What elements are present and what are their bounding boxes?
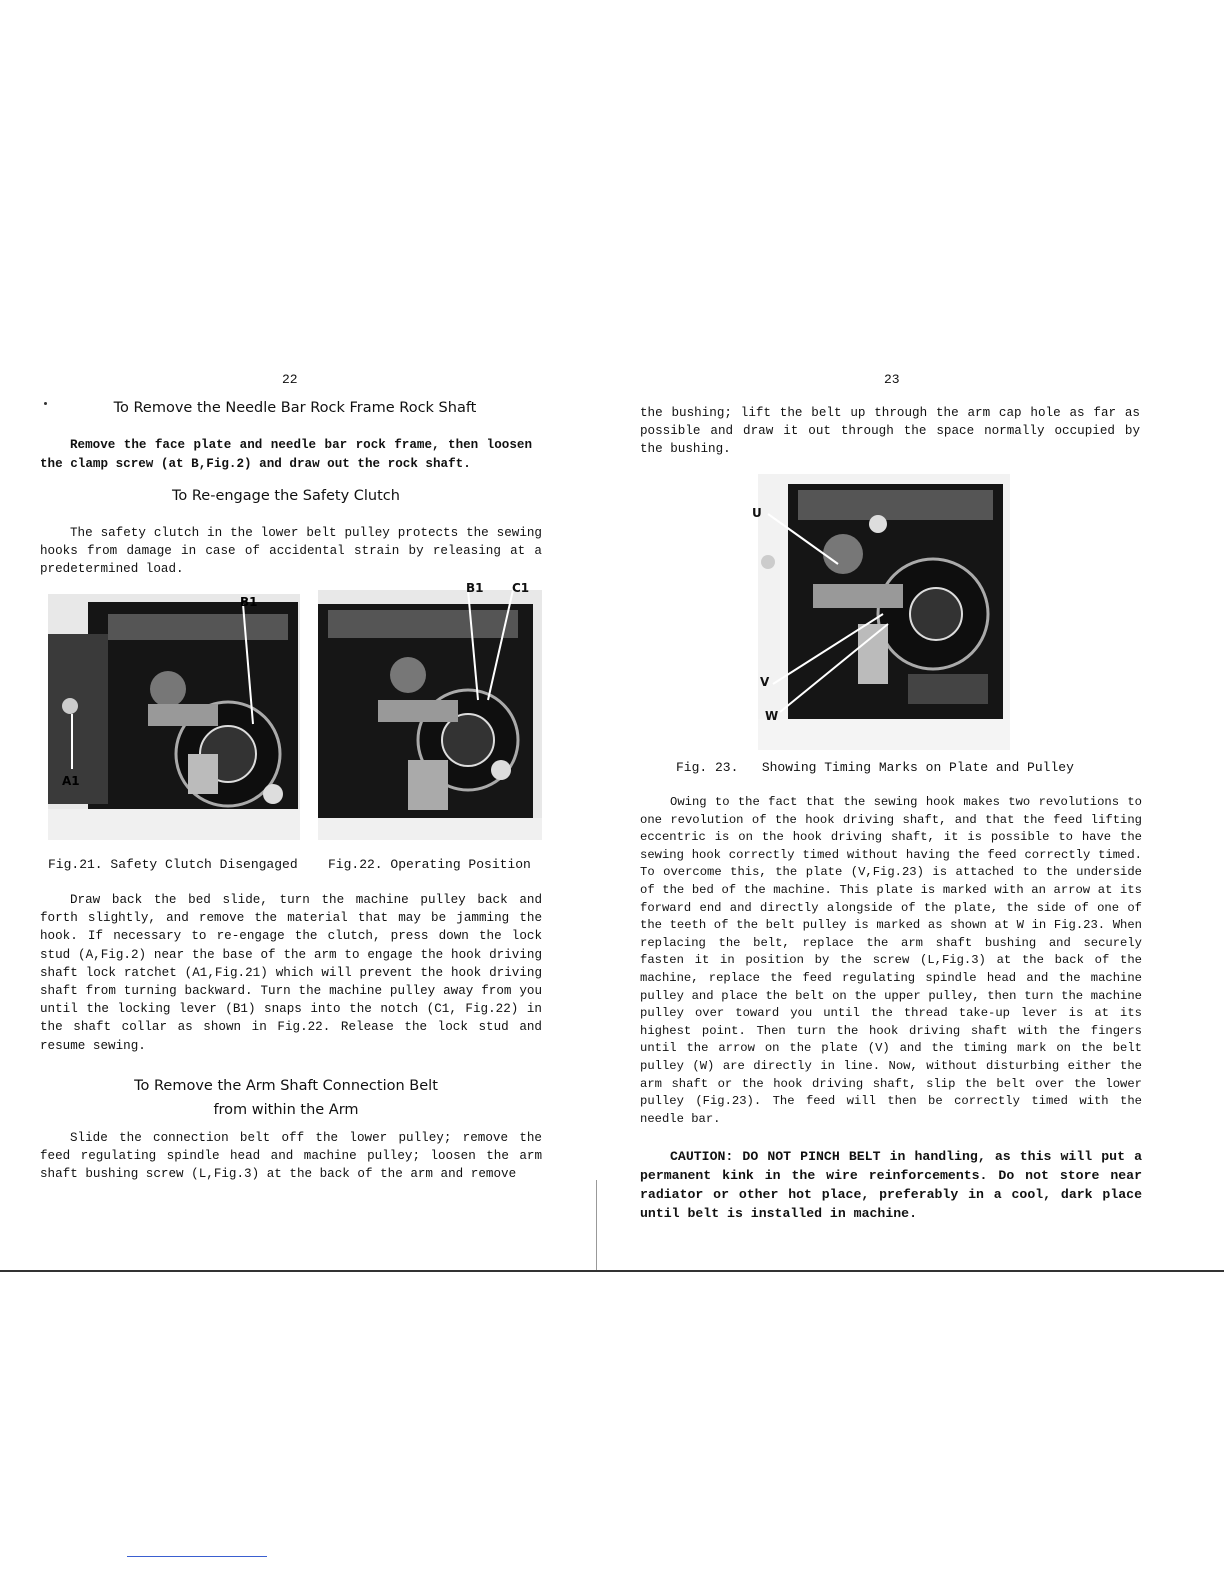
paragraph-bushing: the bushing; lift the belt up through the arm cap hole as far as possible and draw it out through the space normally occupied by the bushing. xyxy=(640,406,1140,457)
fig22-caption: Fig.22. Operating Position xyxy=(328,857,531,872)
footer-underline xyxy=(127,1556,267,1557)
figure-21-photo xyxy=(48,594,300,840)
paragraph-rock-shaft: Remove the face plate and needle bar rock frame, then loosen the clamp screw (at B,Fig.2) and draw out the rock shaft. xyxy=(40,438,532,471)
figure-23-photo xyxy=(758,474,1010,750)
paragraph-safety-clutch: The safety clutch in the lower belt pulley protects the sewing hooks from damage in case of accidental strain by releasing at a predetermined load. xyxy=(40,526,542,577)
heading-safety-clutch: To Re-engage the Safety Clutch xyxy=(172,488,400,504)
scan-bottom-edge xyxy=(0,1270,1224,1272)
fig21-label-b1: B1 xyxy=(240,595,258,609)
page-number-right: 23 xyxy=(884,372,900,387)
fig23-label-u: U xyxy=(752,506,762,520)
figure-22-photo xyxy=(318,590,542,840)
page-number-left: 22 xyxy=(282,372,298,387)
caution-paragraph: CAUTION: DO NOT PINCH BELT in handling, as this will put a permanent kink in the wire reinforcements. Do not store near radiator or other hot place, preferably in a cool, dark place until belt is installed in machine. xyxy=(640,1149,1142,1221)
gutter-line xyxy=(596,1180,597,1270)
heading-remove-rock-shaft: To Remove the Needle Bar Rock Frame Rock Shaft xyxy=(113,400,477,416)
fig21-caption: Fig.21. Safety Clutch Disengaged xyxy=(48,857,298,872)
fig23-label-v: V xyxy=(760,675,770,689)
scan-speck xyxy=(44,402,47,405)
fig22-label-c1: C1 xyxy=(512,581,530,595)
heading-arm-shaft-belt-line2: from within the Arm xyxy=(213,1102,359,1118)
heading-arm-shaft-belt-line1: To Remove the Arm Shaft Connection Belt xyxy=(134,1078,438,1094)
fig22-label-b1: B1 xyxy=(466,581,484,595)
fig21-label-a1: A1 xyxy=(62,774,80,788)
fig23-caption: Fig. 23. Showing Timing Marks on Plate and Pulley xyxy=(676,760,1074,775)
paragraph-reengage: Draw back the bed slide, turn the machine pulley back and forth slightly, and remove the material that may be jamming the hook. If necessary to re-engage the clutch, press down the lock stud (A,Fig.2) near the base of the arm to engage the hook driving shaft lock ratchet (A1,Fig.21) which will prevent the hook driving shaft from turning backward. Turn the machine pulley away from you until the locking lever (B1) snaps into the notch (C1, Fig.22) in the shaft collar as shown in Fig.22. Release the lock stud and resume sewing. xyxy=(40,893,542,1053)
fig23-label-w: W xyxy=(765,709,779,723)
paragraph-timing: Owing to the fact that the sewing hook makes two revolutions to one revolution of the hook driving shaft, and that the feed lifting eccentric is on the hook driving shaft, it is possible to have the sewing hook correctly timed without having the feed correctly timed. To overcome this, the plate (V,Fig.23) is attached to the underside of the bed of the machine. This plate is marked with an arrow at its forward end and directly alongside of the plate, the side of one of the teeth of the belt pulley is marked as shown at W in Fig.23. When replacing the belt, replace the arm shaft bushing and securely fasten it in position by the screw (L,Fig.3) at the back of the machine, replace the feed regulating spindle head and the machine pulley and place the belt on the upper pulley, then turn the machine pulley over toward you until the thread take-up lever is at its highest point. Then turn the hook driving shaft with the fingers until the arrow on the plate (V) and the timing mark on the belt pulley (W) are directly in line. Now, without disturbing either the arm shaft or the hook driving shaft, slip the belt over the lower pulley (Fig.23). The feed will then be correctly timed with the needle bar. xyxy=(640,795,1142,1126)
paragraph-remove-belt: Slide the connection belt off the lower pulley; remove the feed regulating spindle head and machine pulley; loosen the arm shaft bushing screw (L,Fig.3) at the back of the arm and remove xyxy=(40,1131,542,1182)
